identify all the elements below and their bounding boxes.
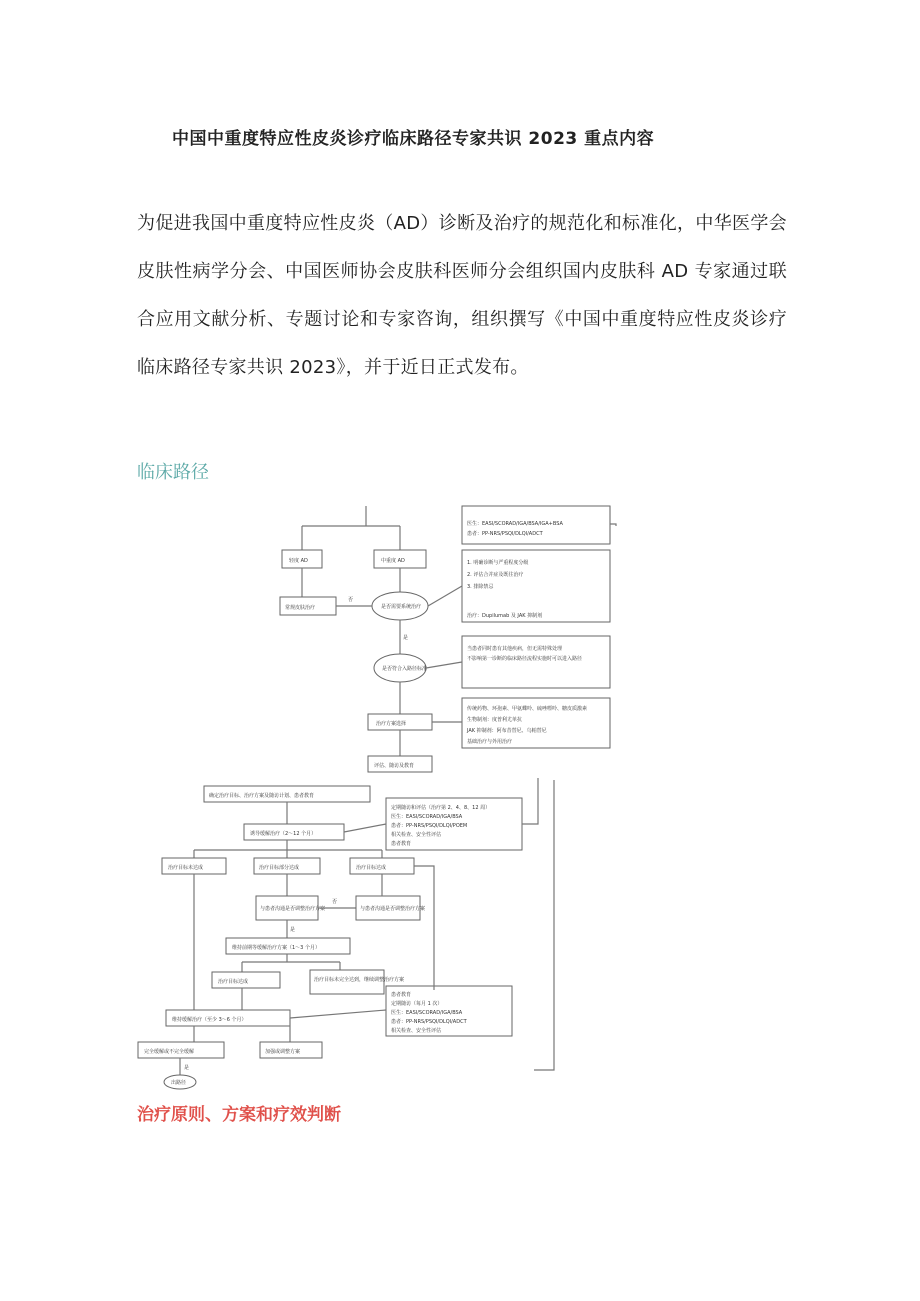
note-diagnosis-3: 3. 排除禁忌 [467,584,494,590]
goal-not-met-label: 治疗目标未达成 [168,865,204,871]
note-followup-3: 患者：PP-NRS/PSQI/DLQI/POEM [391,823,468,829]
plan-selection-label: 治疗方案选择 [376,721,407,727]
note-drugs-2: 生物制剂：度普利尤单抗 [467,717,523,723]
section-heading-clinical-path: 临床路径 [137,462,209,483]
mild-ad-label: 轻度 AD [289,558,308,564]
discuss-adjust-label-2: 与患者沟通是否调整治疗方案 [360,906,426,912]
flowchart-top [280,506,616,772]
clinical-pathway-flowchart [134,500,624,1092]
flowchart-bottom [138,778,554,1089]
discuss-adjust-label-1: 与患者沟通是否调整治疗方案 [260,906,326,912]
note-maintenance-5: 相关检查、安全性评估 [391,1028,442,1034]
note-drugs-3: JAK 抑制剂：阿布昔替尼、乌帕替尼 [467,728,547,734]
note-diagnosis-2: 2. 评估合并症及既往治疗 [467,572,524,578]
goal-met-label: 治疗目标达成 [356,865,387,871]
note-diagnosis-1: 1. 明确诊断与严重程度分级 [467,560,529,566]
note-diagnosis-4: 治疗：Dupilumab 及 JAK 抑制剂 [467,613,543,619]
note-followup-4: 相关检查、安全性评估 [391,832,442,838]
goal-unmet-b-label: 治疗目标未完全达到，继续调整治疗方案 [314,977,405,983]
note-maintenance-2: 定期随访（每月 1 次） [391,1001,443,1007]
adjust-plan-label: 加强或调整方案 [265,1049,301,1055]
yes-label-3: 是 [184,1065,190,1071]
assessment-label: 评估、随访及教育 [374,763,415,769]
note-followup-1: 定期随访和评估（治疗第 2、4、8、12 周） [391,805,491,811]
yes-label-1: 是 [403,635,409,641]
note-followup-2: 医生：EASI/SCORAD/IGA/BSA [391,814,463,820]
note-scores-patient: 患者：PP-NRS/PSQI/DLQI/ADCT [467,531,543,537]
flowchart-split [134,778,624,780]
note-maintenance-3: 医生：EASI/SCORAD/IGA/BSA [391,1010,463,1016]
exit-label: 出路径 [171,1080,187,1086]
systemic-decision-label: 是否需要系统治疗 [381,604,422,610]
maintenance-label: 维持缓解治疗（至少 3～6 个月） [172,1017,247,1023]
note-maintenance-4: 患者：PP-NRS/PSQI/DLQI/ADCT [391,1019,467,1025]
page-title: 中国中重度特应性皮炎诊疗临床路径专家共识 2023 重点内容 [172,129,655,149]
goal-partly-met-label: 治疗目标部分达成 [259,865,300,871]
note-eligibility-box [462,636,610,688]
induction-label: 诱导缓解治疗（2～12 个月） [250,831,317,837]
no-label-1: 否 [348,597,354,603]
routine-treatment-label: 常规皮肤治疗 [285,605,316,611]
complete-remission-label: 完全缓解或不完全缓解 [144,1049,195,1055]
yes-label-2: 是 [290,927,296,933]
note-scores-doctor: 医生：EASI/SCORAD/IGA/BSA/IGA+BSA [467,521,563,527]
moderate-severe-ad-label: 中重度 AD [381,558,405,564]
note-drugs-4: 基础治疗与外用治疗 [467,739,513,745]
goal-setting-label: 确定治疗目标、治疗方案及随访计划、患者教育 [209,793,315,799]
note-maintenance-1: 患者教育 [391,992,412,998]
mid-plan-label: 维持前期等缓解治疗方案（1～3 个月） [232,945,320,951]
eligible-decision-label: 是否符合入路径标准 [382,666,428,672]
note-eligibility-2: 不影响第一诊断的临床路径流程实施时可以进入路径 [467,656,583,662]
goal-met-b-label: 治疗目标达成 [218,979,249,985]
note-followup-5: 患者教育 [391,841,412,847]
note-drugs-1: 传统药物、环孢素、甲氨蝶呤、硫唑嘌呤、糖皮质激素 [467,706,588,712]
no-label-2: 否 [332,899,338,905]
section-heading-treatment: 治疗原则、方案和疗效判断 [137,1105,341,1125]
intro-paragraph: 为促进我国中重度特应性皮炎（AD）诊断及治疗的规范化和标准化，中华医学会皮肤性病学分会、中国医师协会皮肤科医师分会组织国内皮肤科 AD 专家通过联合应用文献分析、专题讨论和专家咨询，组织撰写《中国中重度特应性皮炎诊疗临床路径专家共识 2023》，并于近日正式发布。 [137,213,787,378]
note-eligibility-1: 当患者同时患有其他疾病，但无需特殊处理 [467,646,563,652]
